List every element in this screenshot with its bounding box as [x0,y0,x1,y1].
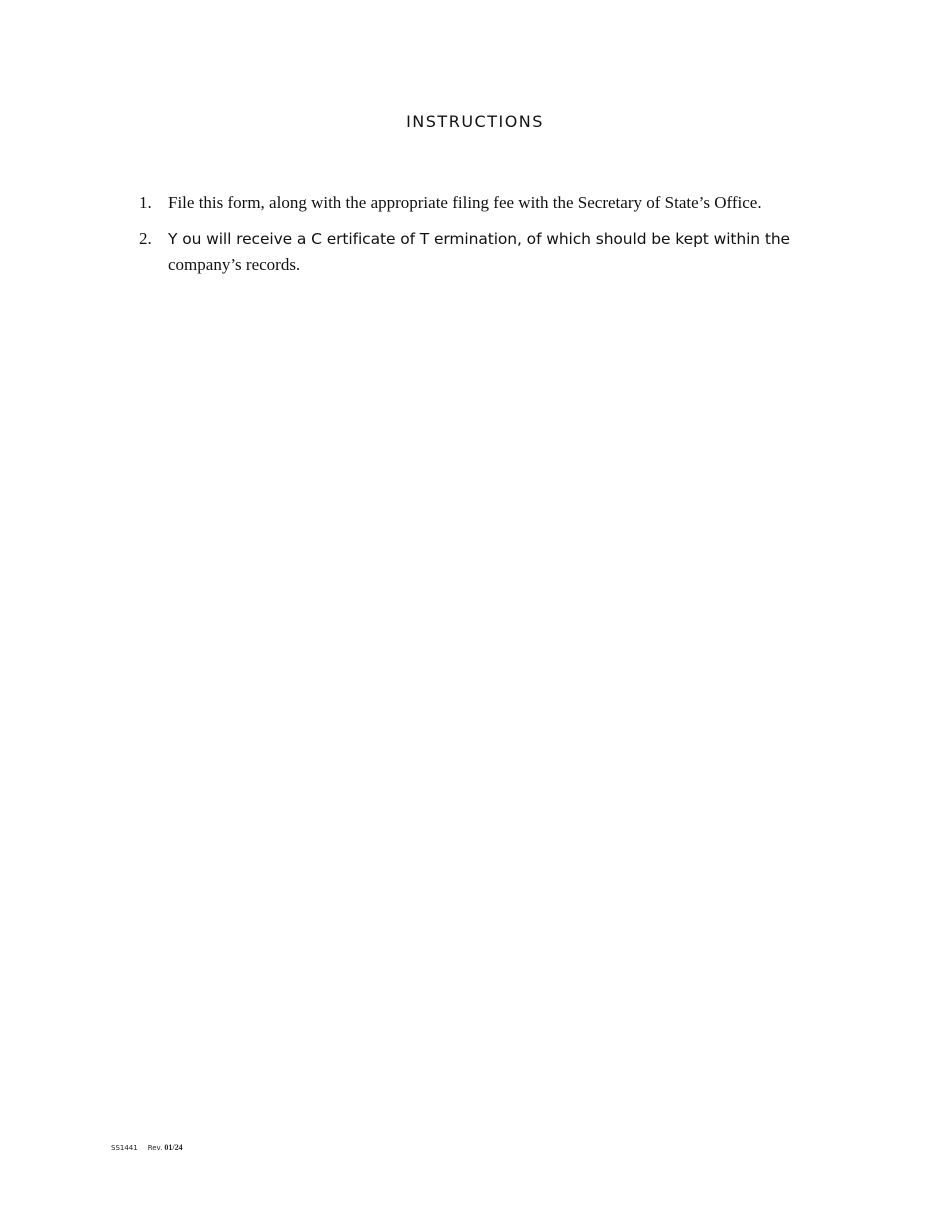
instruction-text-2 [168,226,799,278]
instruction-item-1 [139,192,799,214]
revision-label: Rev. [147,1144,163,1152]
instruction-text-2-part-2: company’s records. [168,255,301,274]
instruction-number-2: 2. [139,229,152,248]
instruction-text-2-part-1: Y ou will receive a C ertificate of T ermination, of which should be kept within the [168,230,790,248]
instruction-text-1: File this form, along with the appropriate filing fee with the Secretary of State’s Office. [168,193,762,212]
instruction-item-2 [139,226,799,278]
page-title: INSTRUCTIONS [406,112,544,131]
instruction-number-1: 1. [139,193,152,212]
form-footer [111,1143,183,1152]
instructions-list [139,192,799,290]
form-id: SS1441 [111,1144,138,1152]
revision-date: 01/24 [164,1143,183,1152]
